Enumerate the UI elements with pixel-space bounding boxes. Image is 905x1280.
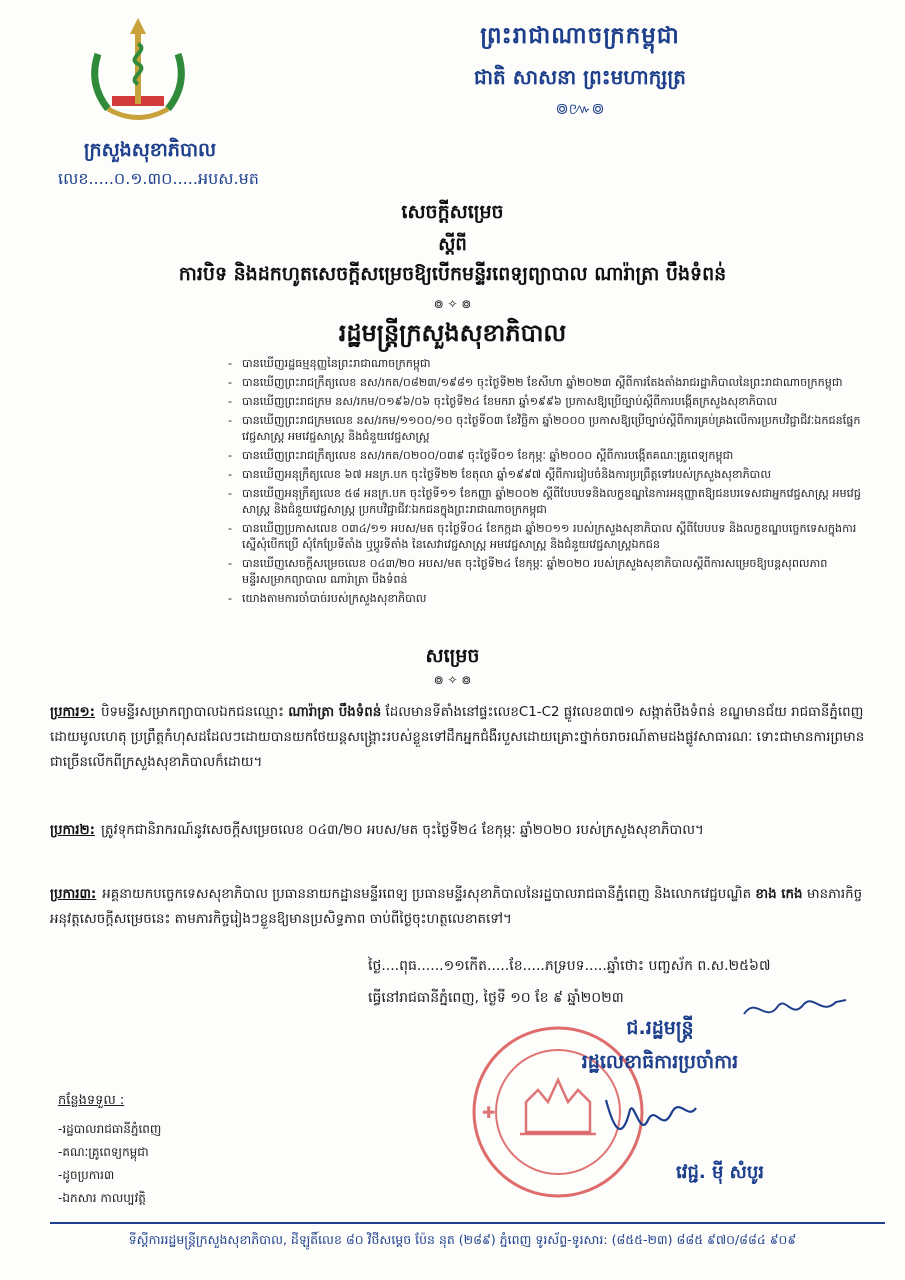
clinic-name: ណារ៉ាត្រា បឹងទំពន់ (288, 705, 382, 720)
ministry-name: ក្រសួងសុខាភិបាល (83, 139, 217, 161)
consideration-item: - បានឃើញសេចក្ដីសម្រេចលេខ ០៤៣/២០ អបស/មត ចុះថ្ងៃទី២៤ ខែកុម្ភៈ ឆ្នាំ២០២០ របស់ក្រសួងសុខាភិបាលស្ដីពីការសម្រេចឱ្យបន្តសុពលភាពមន្ទីរសម្រាកព្យាបាល ណារ៉ាត្រា បឹងទំពន់ (228, 556, 868, 588)
article-label: ប្រការ១: (50, 705, 95, 720)
footer-address: ទីស្ដីការរដ្ឋមន្ត្រីក្រសួងសុខាភិបាល, ដីឡូតិ៍លេខ ៨០ វិថីសម្ដេច ប៉ែន នុត (២៨៩) ភ្នំពេញ ទូរស័ព្ទ-ទូរសារ: (៨៥៥-២៣) ៨៨៥ ៩៧០/៨៨៤ ៩០៩ (128, 1232, 797, 1247)
consideration-item: - បានឃើញព្រះរាជក្រឹត្យលេខ នស/រកត/០៨២៣/១៩៨១ ចុះថ្ងៃទី២២ ខែសីហា ឆ្នាំ២០២៣ ស្ដីពីការតែងតាំងរាជរដ្ឋាភិបាលនៃព្រះរាជាណាចក្រកម្ពុជា (228, 375, 868, 391)
considerations-list (228, 356, 868, 610)
article-text: បិទមន្ទីរសម្រាកព្យាបាលឯកជនឈ្មោះ (100, 705, 289, 720)
document-title: សេចក្ដីសម្រេច (401, 201, 504, 223)
article-label: ប្រការ២: (50, 823, 95, 838)
footer-divider (50, 1222, 885, 1224)
recipients-list (58, 1118, 161, 1210)
minister-heading: រដ្ឋមន្ត្រីក្រសួងសុខាភិបាល (338, 319, 567, 347)
svg-text:✚: ✚ (482, 1103, 496, 1122)
consideration-item: - បានឃើញរដ្ឋធម្មនុញ្ញនៃព្រះរាជាណាចក្រកម្ពុជា (228, 356, 868, 372)
solar-date: ធ្វើនៅរាជធានីភ្នំពេញ, ថ្ងៃទី ១០ ខែ ៩ ឆ្នាំ២០២៣ (368, 990, 624, 1006)
recipient-item: -គណៈគ្រូពេទ្យកម្ពុជា (58, 1145, 149, 1159)
article-text: អគ្គនាយកបច្ចេកទេសសុខាភិបាល ប្រធាននាយកដ្ឋានមន្ទីរពេទ្យ ប្រធានមន្ទីរសុខាភិបាលនៃរដ្ឋបាលរាជធានីភ្នំពេញ និងលោកវេជ្ជបណ្ឌិត (102, 887, 756, 902)
lunar-date: ថ្ងៃ....ពុធ......១១កើត.....ខែ.....ភទ្របទ.....ឆ្នាំថោះ បញ្ចស័ក ព.ស.២៥៦៧ (368, 958, 771, 974)
consideration-item: - បានឃើញព្រះរាជក្រឹត្យលេខ នស/រកត/០២០០/០៣៩ ចុះថ្ងៃទី០១ ខែកុម្ភៈ ឆ្នាំ២០០០ ស្ដីពីការបង្កើតគណៈគ្រូពេទ្យកម្ពុជា (228, 448, 868, 464)
title-about: ស្ដីពី (438, 234, 467, 255)
signatory-name: វេជ្ជ. មុី សំបូរ (676, 1162, 764, 1183)
article-1 (50, 700, 870, 775)
recipients-heading: កន្លែងទទួល : (58, 1093, 125, 1108)
recipient-item: -ឯកសារ កាលប្បវត្តិ (58, 1191, 146, 1205)
decision-heading: សម្រេច (425, 645, 480, 667)
article-text: ត្រូវទុកជានិរាករណ៍នូវសេចក្ដីសម្រេចលេខ ០៤៣/២០ អបស/មត ចុះថ្ងៃទី២៤ ខែកុម្ភៈ ឆ្នាំ២០២០ របស់ក្រសួងសុខាភិបាល។ (100, 823, 704, 838)
consideration-item: - បានឃើញព្រះរាជក្រមលេខ នស/រកម/១១០០/១០ ចុះថ្ងៃទី០៣ ខែវិច្ឆិកា ឆ្នាំ២០០០ ប្រកាសឱ្យប្រើច្បាប់ស្ដីពីការគ្រប់គ្រងលើការប្រកបវិជ្ជាជីវៈឯកជនផ្នែកវេជ្ជសាស្ត្រ អមវេជ្ជសាស្ត្រ និងជំនួយវេជ្ជសាស្ត្រ (228, 413, 868, 445)
decision-ornament: ៙ ✧ ៙ (433, 673, 472, 687)
handwritten-signature (600, 1090, 700, 1150)
doctor-name: ខាង កេង (755, 887, 803, 902)
signatory-position: រដ្ឋលេខាធិការប្រចាំការ (581, 1051, 739, 1073)
consideration-item: - បានឃើញអនុក្រឹត្យលេខ ៦៧ អនក្រ.បក ចុះថ្ងៃទី២២ ខែតុលា ឆ្នាំ១៩៩៧ ស្ដីពីការរៀបចំនិងការប្រព្រឹត្តទៅរបស់ក្រសួងសុខាភិបាល (228, 467, 868, 483)
article-text: មានភារកិច្ចអនុវត្តសេចក្ដីសម្រេចនេះ តាមភារកិច្ចរៀងៗខ្លួនឱ្យមានប្រសិទ្ធភាព ចាប់ពីថ្ងៃចុះហត្ថលេខាតទៅ។ (50, 887, 863, 927)
header-ornament: ៙៚៙ (555, 99, 605, 118)
recipient-item: -រដ្ឋបាលរាជធានីភ្នំពេញ (58, 1122, 162, 1136)
article-label: ប្រការ៣: (50, 887, 97, 902)
ministry-emblem-logo (78, 14, 198, 134)
article-2 (50, 818, 870, 843)
consideration-item: - បានឃើញប្រកាសលេខ ០៣៤/១១ អបស/មត ចុះថ្ងៃទី០៤ ខែកក្កដា ឆ្នាំ២០១១ របស់ក្រសួងសុខាភិបាល ស្ដីពីបែបបទ និងលក្ខខណ្ឌបច្ចេកទេសក្នុងការស្នើសុំបើកប្រើ សុំកែប្រែទីតាំង ឬប្ដូរទីតាំង នៃសេវាវេជ្ជសាស្ត្រ អមវេជ្ជសាស្ត្រ និងជំនួយវេជ្ជសាស្ត្រឯកជន (228, 521, 868, 553)
recipient-item: -ដូចប្រការ៣ (58, 1168, 115, 1182)
article-3 (50, 882, 870, 932)
consideration-item: - បានឃើញព្រះរាជក្រម នស/រកម/០១៩៦/០៦ ចុះថ្ងៃទី២៤ ខែមករា ឆ្នាំ១៩៩៦ ប្រកាសឱ្យប្រើច្បាប់ស្ដីពីការបង្កើតក្រសួងសុខាភិបាល (228, 394, 868, 410)
consideration-item: - យោងតាមការចាំបាច់របស់ក្រសួងសុខាភិបាល (228, 591, 868, 607)
kingdom-title: ព្រះរាជាណាចក្រកម្ពុជា (480, 23, 680, 49)
national-motto: ជាតិ សាសនា ព្រះមហាក្សត្រ (474, 65, 686, 89)
document-subject: ការបិទ និងដកហូតសេចក្ដីសម្រេចឱ្យបើកមន្ទីរពេទ្យព្យាបាល ណារ៉ាត្រា បឹងទំពន់ (178, 263, 727, 285)
title-ornament: ៙ ✧ ៙ (433, 297, 472, 311)
signatory-title: ជ.រដ្ឋមន្ត្រី (626, 1017, 694, 1039)
reference-number: លេខ.....០.១.៣០.....អបស.មត (58, 169, 259, 188)
article-text: ដែលមានទីតាំងនៅផ្ទះលេខC1-C2 ផ្លូវលេខ៣៧១ សង្កាត់បឹងទំពន់ ខណ្ឌមានជ័យ រាជធានីភ្នំពេញ ដោយមូលហេតុ ប្រព្រឹត្តកំហុសដដែលៗដោយបានយកថែយន្តសង្គ្រោះរបស់ខ្លួនទៅដឹកអ្នកជំងឺរបួសដោយគ្រោះថ្នាក់ចរាចរណ៍តាមដងផ្លូវសាធារណៈ ទោះជាមានការព្រមានជាច្រើនលើកពីក្រសួងសុខាភិបាលក៏ដោយ។ (50, 705, 865, 770)
consideration-item: - បានឃើញអនុក្រឹត្យលេខ ៥៨ អនក្រ.បក ចុះថ្ងៃទី១១ ខែកញ្ញា ឆ្នាំ២០០២ ស្ដីពីបែបបទនិងលក្ខខណ្ឌនៃការអនុញ្ញាតឱ្យជនបរទេសជាអ្នកវេជ្ជសាស្ត្រ អមវេជ្ជសាស្ត្រ និងជំនួយវេជ្ជសាស្ត្រ ប្រកបវិជ្ជាជីវៈឯកជនក្នុងព្រះរាជាណាចក្រកម្ពុជា (228, 486, 868, 518)
